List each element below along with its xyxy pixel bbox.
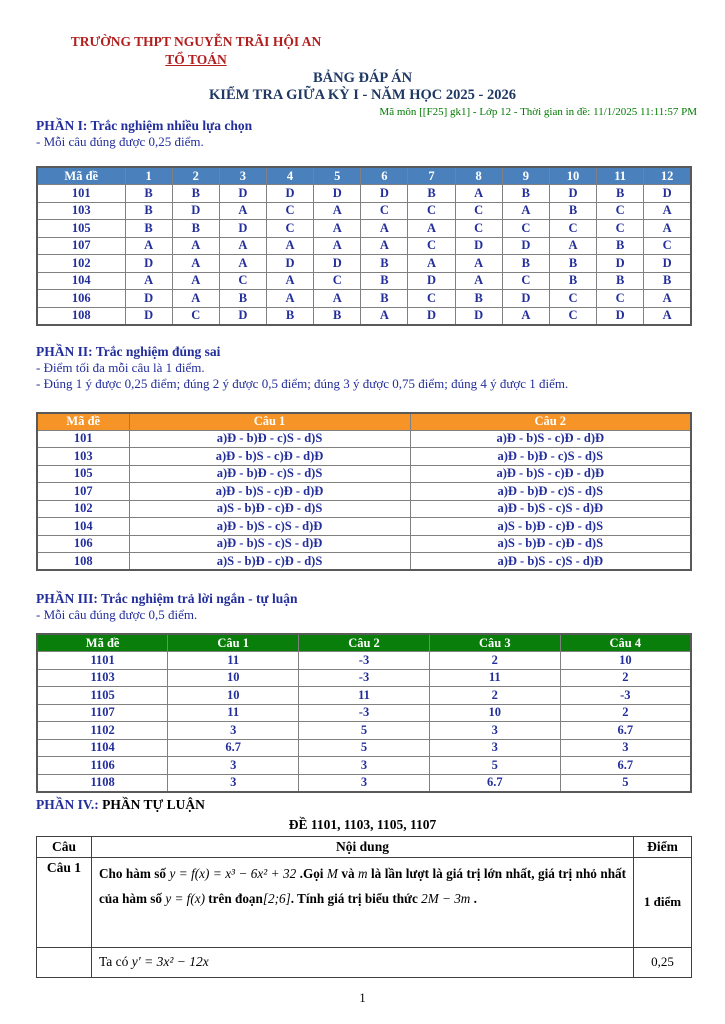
part4-heading — [36, 797, 725, 813]
exam-code-cell: 1106 — [37, 757, 168, 775]
answer-cell: A — [172, 237, 219, 255]
column-header-cell: Mã đề — [37, 413, 129, 431]
answer-cell: A — [314, 290, 361, 308]
answer-cell: A — [644, 202, 691, 220]
column-header-cell: 6 — [361, 167, 408, 185]
part2-table-header-row — [37, 413, 691, 431]
answer-cell: A — [361, 237, 408, 255]
exam-code-cell: 106 — [37, 535, 129, 553]
column-header-cell: 11 — [597, 167, 644, 185]
math-expression: y′ = 3x² − 12x — [131, 954, 209, 970]
math-expression: y = f(x) — [165, 891, 205, 907]
exam-code-cell: 1105 — [37, 687, 168, 705]
answer-cell: C — [597, 202, 644, 220]
column-header-cell: Câu 4 — [560, 634, 691, 652]
column-header-cell: 12 — [644, 167, 691, 185]
answer-cell: C — [408, 202, 455, 220]
answer-cell: B — [597, 272, 644, 290]
answer-cell: 2 — [560, 669, 691, 687]
table-row — [37, 947, 692, 977]
table-row — [37, 857, 692, 947]
answer-cell: B — [549, 272, 596, 290]
content-text: là lần lượt là giá trị lớn nhất, giá trị nhỏ nhất của hàm số — [99, 865, 627, 907]
answer-cell: 11 — [168, 652, 299, 670]
exam-code-cell: 104 — [37, 272, 125, 290]
column-header-cell: Câu 3 — [429, 634, 560, 652]
answer-cell: B — [408, 185, 455, 203]
answer-cell: a)Đ - b)S - c)Đ - d)Đ — [129, 448, 410, 466]
table-row — [37, 448, 691, 466]
answer-cell: C — [502, 220, 549, 238]
answer-cell: 6.7 — [168, 739, 299, 757]
answer-cell: D — [266, 255, 313, 273]
answer-cell: 3 — [429, 722, 560, 740]
part3-table-header-row — [37, 634, 691, 652]
question-content-cell — [92, 857, 634, 947]
answer-cell: A — [172, 290, 219, 308]
answer-cell: 10 — [168, 687, 299, 705]
answer-cell: a)Đ - b)S - c)S - d)Đ — [410, 553, 691, 571]
exam-meta-line: Mã môn [[F25] gk1] - Lớp 12 - Thời gian in đề: 11/1/2025 11:11:57 PM — [379, 106, 697, 118]
answer-cell: 10 — [429, 704, 560, 722]
answer-cell: C — [597, 220, 644, 238]
exam-code-cell: 107 — [37, 237, 125, 255]
answer-cell: D — [361, 185, 408, 203]
answer-cell: 3 — [299, 757, 430, 775]
table-row — [37, 518, 691, 536]
part3-note: - Mỗi câu đúng được 0,5 điểm. — [36, 607, 198, 622]
answer-cell: D — [597, 255, 644, 273]
answer-cell: 6.7 — [560, 757, 691, 775]
answer-cell: D — [408, 307, 455, 325]
answer-cell: D — [597, 307, 644, 325]
table-row — [37, 483, 691, 501]
column-header-cell: 2 — [172, 167, 219, 185]
column-header-cell: 3 — [219, 167, 266, 185]
exam-code-cell: 101 — [37, 185, 125, 203]
answer-cell: B — [125, 202, 172, 220]
answer-cell: B — [125, 220, 172, 238]
answer-cell: A — [549, 237, 596, 255]
answer-cell: 5 — [299, 722, 430, 740]
answer-cell: C — [597, 290, 644, 308]
answer-cell: D — [455, 307, 502, 325]
part4-table — [36, 836, 692, 978]
answer-cell: a)Đ - b)S - c)S - d)Đ — [410, 500, 691, 518]
answer-cell: -3 — [299, 704, 430, 722]
answer-cell: A — [644, 307, 691, 325]
column-header-cell: Nội dung — [92, 836, 634, 857]
answer-cell: D — [219, 220, 266, 238]
answer-cell: 2 — [560, 704, 691, 722]
part4-table-header-row — [37, 836, 692, 857]
part2-note1: - Điểm tối đa mỗi câu là 1 điểm. — [36, 359, 205, 375]
answer-cell: C — [266, 220, 313, 238]
column-header-cell: 9 — [502, 167, 549, 185]
exam-code-cell: 106 — [37, 290, 125, 308]
exam-code-cell: 105 — [37, 465, 129, 483]
answer-cell: D — [314, 185, 361, 203]
exam-code-cell: 1103 — [37, 669, 168, 687]
answer-cell: C — [549, 307, 596, 325]
answer-cell: A — [172, 272, 219, 290]
table-row — [37, 255, 691, 273]
answer-cell: A — [455, 255, 502, 273]
column-header-cell: 1 — [125, 167, 172, 185]
content-text: . — [470, 891, 477, 907]
table-row — [37, 687, 691, 705]
answer-cell: B — [549, 202, 596, 220]
math-expression: M — [326, 865, 338, 881]
part1-table — [36, 166, 692, 326]
document-subtitle: KIỂM TRA GIỮA KỲ I - NĂM HỌC 2025 - 2026 — [209, 87, 516, 103]
answer-cell: a)S - b)Đ - c)Đ - d)S — [129, 553, 410, 571]
answer-cell: D — [125, 290, 172, 308]
answer-cell: A — [314, 202, 361, 220]
exam-code-cell: 1108 — [37, 774, 168, 792]
part2-table — [36, 412, 692, 572]
answer-cell: 2 — [429, 687, 560, 705]
table-row — [37, 185, 691, 203]
math-expression: 2M − 3m — [421, 891, 471, 907]
answer-cell: a)Đ - b)Đ - c)S - d)S — [410, 483, 691, 501]
answer-cell: A — [644, 220, 691, 238]
answer-cell: A — [408, 255, 455, 273]
answer-cell: a)Đ - b)Đ - c)S - d)S — [129, 430, 410, 448]
table-row — [37, 739, 691, 757]
answer-cell: D — [219, 185, 266, 203]
answer-cell: a)S - b)Đ - c)Đ - d)S — [410, 535, 691, 553]
answer-cell: C — [455, 220, 502, 238]
answer-cell: C — [549, 290, 596, 308]
answer-cell: C — [219, 272, 266, 290]
answer-cell: B — [455, 290, 502, 308]
answer-cell: 11 — [168, 704, 299, 722]
department-name: TỔ TOÁN — [165, 52, 227, 67]
answer-cell: B — [125, 185, 172, 203]
exam-code-cell: 108 — [37, 553, 129, 571]
part1-heading: PHẦN I: Trắc nghiệm nhiều lựa chọn — [36, 118, 253, 133]
exam-code-cell: 103 — [37, 448, 129, 466]
answer-cell: A — [314, 237, 361, 255]
answer-cell: D — [314, 255, 361, 273]
answer-cell: 11 — [429, 669, 560, 687]
question-content-cell — [92, 947, 634, 977]
exam-code-cell: 1107 — [37, 704, 168, 722]
table-row — [37, 757, 691, 775]
answer-cell: 11 — [299, 687, 430, 705]
answer-cell: B — [361, 290, 408, 308]
answer-cell: B — [502, 255, 549, 273]
table-row — [37, 500, 691, 518]
column-header-cell: 8 — [455, 167, 502, 185]
answer-cell: 5 — [429, 757, 560, 775]
answer-cell: D — [644, 255, 691, 273]
answer-cell: 6.7 — [560, 722, 691, 740]
answer-cell: D — [125, 307, 172, 325]
answer-cell: A — [361, 220, 408, 238]
table-row — [37, 220, 691, 238]
exam-code-cell: 1102 — [37, 722, 168, 740]
part3-table — [36, 633, 692, 793]
table-row — [37, 202, 691, 220]
table-row — [37, 465, 691, 483]
answer-cell: a)S - b)Đ - c)Đ - d)S — [129, 500, 410, 518]
answer-cell: 3 — [168, 757, 299, 775]
column-header-cell: 10 — [549, 167, 596, 185]
answer-cell: D — [644, 185, 691, 203]
table-row — [37, 704, 691, 722]
table-row — [37, 652, 691, 670]
answer-cell: -3 — [299, 652, 430, 670]
table-row — [37, 430, 691, 448]
answer-cell: A — [644, 290, 691, 308]
content-text: . Tính giá trị biểu thức — [290, 891, 422, 907]
answer-cell: D — [455, 237, 502, 255]
column-header-cell: Câu 2 — [299, 634, 430, 652]
answer-cell: D — [502, 237, 549, 255]
column-header-cell: 4 — [266, 167, 313, 185]
answer-cell: A — [455, 185, 502, 203]
table-row — [37, 553, 691, 571]
content-text: .Gọi — [296, 865, 327, 881]
answer-cell: 2 — [429, 652, 560, 670]
page-number: 1 — [359, 991, 366, 1005]
score-cell: 0,25 — [634, 947, 692, 977]
exam-code-cell: 108 — [37, 307, 125, 325]
answer-cell: D — [502, 290, 549, 308]
part1-table-body — [37, 185, 691, 325]
table-row — [37, 535, 691, 553]
answer-cell: D — [125, 255, 172, 273]
math-expression: [2;6] — [262, 891, 291, 907]
answer-cell: a)Đ - b)Đ - c)S - d)S — [129, 465, 410, 483]
school-header — [46, 34, 346, 68]
answer-cell: 5 — [560, 774, 691, 792]
part3-table-body — [37, 652, 691, 792]
part1-table-header-row — [37, 167, 691, 185]
column-header-cell: Mã đề — [37, 167, 125, 185]
answer-cell: C — [266, 202, 313, 220]
answer-cell: B — [597, 185, 644, 203]
part2-table-body — [37, 430, 691, 570]
content-text: và — [337, 865, 359, 881]
answer-cell: D — [266, 185, 313, 203]
answer-cell: a)S - b)Đ - c)Đ - d)S — [410, 518, 691, 536]
answer-cell: B — [502, 185, 549, 203]
answer-cell: B — [219, 290, 266, 308]
answer-cell: D — [219, 307, 266, 325]
answer-cell: A — [266, 272, 313, 290]
table-row — [37, 237, 691, 255]
answer-cell: D — [408, 272, 455, 290]
answer-cell: A — [125, 272, 172, 290]
answer-cell: A — [125, 237, 172, 255]
math-expression: y = f(x) = x³ − 6x² + 32 — [169, 865, 297, 881]
exam-code-cell: 101 — [37, 430, 129, 448]
answer-cell: C — [172, 307, 219, 325]
content-text: Ta có — [99, 954, 132, 970]
answer-cell: 10 — [560, 652, 691, 670]
answer-cell: B — [361, 272, 408, 290]
table-row — [37, 290, 691, 308]
answer-cell: D — [549, 185, 596, 203]
exam-code-cell: 105 — [37, 220, 125, 238]
answer-cell: 3 — [168, 774, 299, 792]
table-row — [37, 669, 691, 687]
score-cell: 1 điểm — [634, 857, 692, 947]
school-name: TRƯỜNG THPT NGUYỄN TRÃI HỘI AN — [70, 34, 322, 49]
column-header-cell: 7 — [408, 167, 455, 185]
answer-cell: C — [455, 202, 502, 220]
answer-cell: 10 — [168, 669, 299, 687]
exam-code-cell: 102 — [37, 255, 125, 273]
table-row — [37, 722, 691, 740]
exam-code-cell: 102 — [37, 500, 129, 518]
part4-table-body — [37, 857, 692, 977]
table-row — [37, 307, 691, 325]
answer-cell: B — [361, 255, 408, 273]
column-header-cell: Câu 2 — [410, 413, 691, 431]
answer-cell: a)Đ - b)S - c)Đ - d)Đ — [129, 483, 410, 501]
answer-cell: 3 — [560, 739, 691, 757]
answer-cell: A — [219, 255, 266, 273]
answer-cell: B — [172, 220, 219, 238]
answer-cell: D — [172, 202, 219, 220]
answer-cell: B — [266, 307, 313, 325]
part1-note: - Mỗi câu đúng được 0,25 điểm. — [36, 134, 204, 149]
answer-cell: A — [361, 307, 408, 325]
part2-note2: - Đúng 1 ý được 0,25 điểm; đúng 2 ý được 0,5 điểm; đúng 3 ý được 0,75 điểm; đúng 4 ý được 1 điểm. — [36, 375, 569, 391]
answer-cell: 6.7 — [429, 774, 560, 792]
answer-cell: B — [549, 255, 596, 273]
column-header-cell: Điểm — [634, 836, 692, 857]
exam-code-cell: 103 — [37, 202, 125, 220]
answer-cell: -3 — [560, 687, 691, 705]
part2-heading: PHẦN II: Trắc nghiệm đúng sai — [36, 343, 221, 359]
exam-code-cell: 107 — [37, 483, 129, 501]
answer-cell: C — [408, 290, 455, 308]
answer-cell: A — [502, 307, 549, 325]
answer-cell: -3 — [299, 669, 430, 687]
content-text: trên đoạn — [204, 891, 263, 907]
question-label-cell — [37, 947, 92, 977]
column-header-cell: Câu 1 — [129, 413, 410, 431]
answer-cell: a)Đ - b)S - c)Đ - d)Đ — [410, 430, 691, 448]
answer-cell: B — [597, 237, 644, 255]
answer-cell: 5 — [299, 739, 430, 757]
question-label-cell: Câu 1 — [37, 857, 92, 947]
answer-cell: A — [455, 272, 502, 290]
answer-cell: B — [314, 307, 361, 325]
answer-cell: A — [219, 237, 266, 255]
table-row — [37, 272, 691, 290]
math-expression: m — [358, 865, 368, 881]
answer-cell: 3 — [299, 774, 430, 792]
answer-cell: 3 — [429, 739, 560, 757]
answer-cell: A — [266, 290, 313, 308]
document-title: BẢNG ĐÁP ÁN — [312, 70, 413, 86]
answer-cell: C — [502, 272, 549, 290]
answer-cell: B — [644, 272, 691, 290]
answer-cell: C — [314, 272, 361, 290]
answer-cell: C — [644, 237, 691, 255]
column-header-cell: Câu 1 — [168, 634, 299, 652]
exam-code-cell: 1101 — [37, 652, 168, 670]
column-header-cell: Câu — [37, 836, 92, 857]
answer-cell: a)Đ - b)S - c)S - d)Đ — [129, 518, 410, 536]
answer-cell: a)Đ - b)S - c)Đ - d)Đ — [410, 465, 691, 483]
exam-set-title: ĐỀ 1101, 1103, 1105, 1107 — [288, 816, 437, 832]
answer-cell: a)Đ - b)Đ - c)S - d)S — [410, 448, 691, 466]
column-header-cell: 5 — [314, 167, 361, 185]
answer-cell: C — [408, 237, 455, 255]
part3-heading: PHẦN III: Trắc nghiệm trả lời ngắn - tự luận — [36, 591, 298, 606]
answer-cell: A — [314, 220, 361, 238]
table-row — [37, 774, 691, 792]
answer-cell: A — [172, 255, 219, 273]
answer-cell: C — [549, 220, 596, 238]
answer-cell: A — [219, 202, 266, 220]
answer-cell: A — [408, 220, 455, 238]
answer-cell: A — [266, 237, 313, 255]
part4-heading-rest: PHẦN TỰ LUẬN — [98, 796, 205, 812]
content-text: Cho hàm số — [99, 865, 170, 881]
part4-heading-prefix: PHẦN IV.: — [36, 796, 99, 812]
answer-cell: a)Đ - b)S - c)S - d)Đ — [129, 535, 410, 553]
answer-cell: A — [502, 202, 549, 220]
answer-cell: 3 — [168, 722, 299, 740]
answer-cell: B — [172, 185, 219, 203]
answer-cell: C — [361, 202, 408, 220]
column-header-cell: Mã đề — [37, 634, 168, 652]
exam-code-cell: 1104 — [37, 739, 168, 757]
exam-code-cell: 104 — [37, 518, 129, 536]
